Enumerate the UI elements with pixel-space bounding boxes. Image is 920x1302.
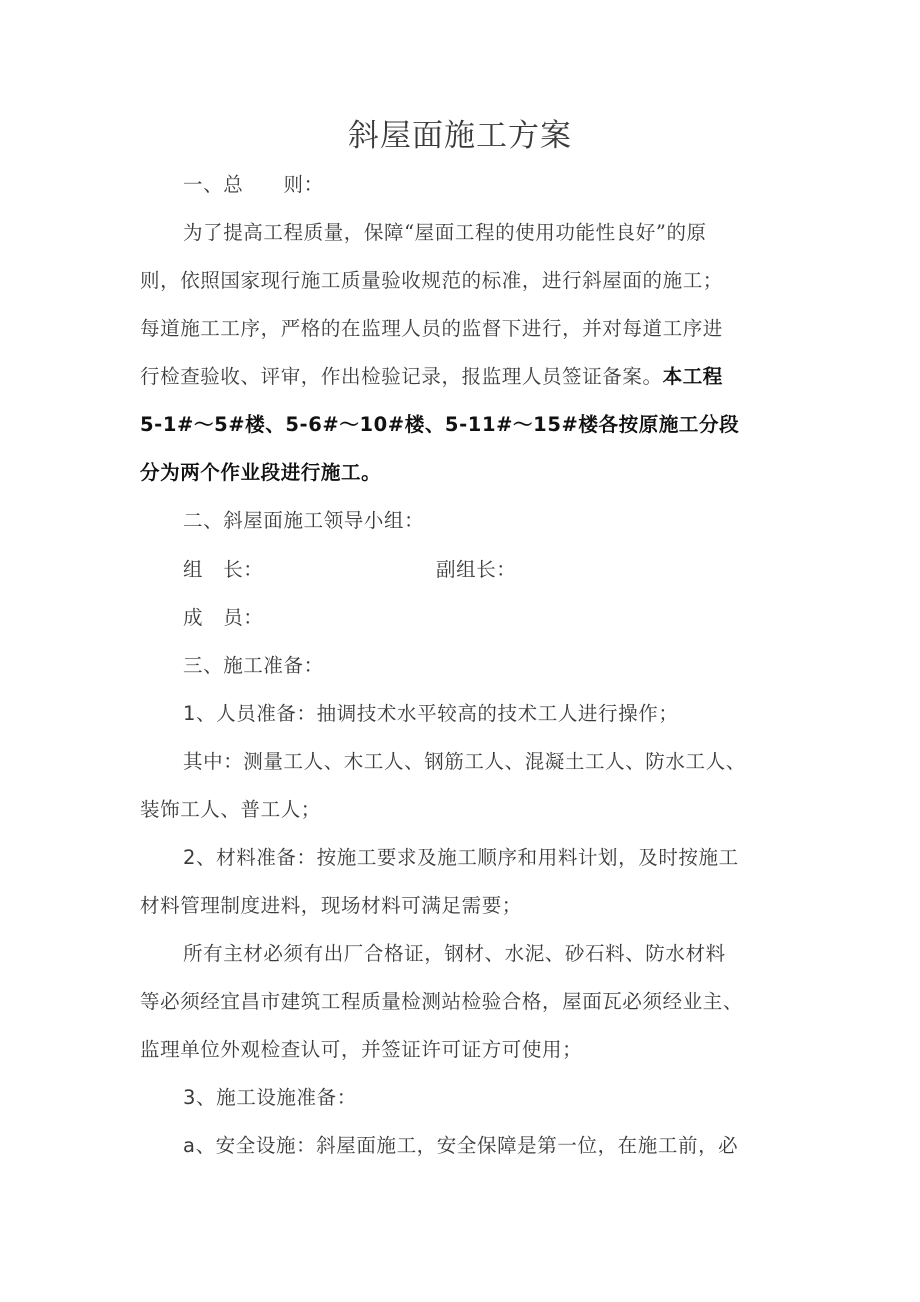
item-2-materials [183, 843, 803, 873]
item-1-detail-line-2: 装饰工人、普工人； [140, 798, 321, 821]
section-3-heading: 三、施工准备： [183, 654, 324, 677]
item-1-number: 1 [183, 702, 197, 725]
paragraph-1-emphasis-buildings: 5-1#～5#楼、5-6#～10#楼、5-11#～15#楼各按原施工分段 [140, 413, 740, 436]
item-2-detail-line-2: 等必须经宜昌市建筑工程质量检测站检验合格，屋面瓦必须经业主、 [140, 990, 744, 1013]
deputy-leader-label: 副组长： [436, 558, 517, 581]
item-a-letter: a [183, 1134, 196, 1157]
item-1-personnel [183, 699, 803, 729]
item-3-number: 3 [183, 1086, 197, 1109]
item-a-text: 、安全设施：斜屋面施工，安全保障是第一位，在施工前，必 [195, 1134, 739, 1157]
item-2-text: 、材料准备：按施工要求及施工顺序和用料计划，及时按施工 [196, 846, 739, 869]
paragraph-1-line-3: 每道施工工序，严格的在监理人员的监督下进行，并对每道工序进 [140, 317, 723, 340]
document-title: 斜屋面施工方案 [348, 118, 572, 154]
leader-label: 组 长： [183, 558, 264, 581]
paragraph-1-line-4 [140, 362, 800, 392]
item-1-text: 、人员准备：抽调技术水平较高的技术工人进行操作； [196, 702, 679, 725]
members-label: 成 员： [183, 606, 264, 629]
item-2-detail-line-3: 监理单位外观检查认可，并签证许可证方可使用； [140, 1038, 583, 1061]
item-2-line-2: 材料管理制度进料，现场材料可满足需要； [140, 894, 522, 917]
item-3-facilities [183, 1083, 803, 1113]
section-1-heading: 一、总 则： [183, 173, 324, 196]
item-2-number: 2 [183, 846, 197, 869]
paragraph-1-line-2: 则，依照国家现行施工质量验收规范的标准，进行斜屋面的施工； [140, 269, 723, 292]
item-2-detail-line-1: 所有主材必须有出厂合格证，钢材、水泥、砂石料、防水材料 [183, 942, 726, 965]
paragraph-1-emphasis-start: 本工程 [662, 365, 723, 388]
paragraph-1-line-4-text: 行检查验收、评审，作出检验记录，报监理人员签证备案。 [140, 365, 663, 388]
item-1-detail-line-1: 其中：测量工人、木工人、钢筋工人、混凝土工人、防水工人、 [183, 750, 746, 773]
item-a-safety [183, 1131, 803, 1161]
section-2-heading: 二、斜屋面施工领导小组： [183, 509, 425, 532]
paragraph-1-emphasis-end: 分为两个作业段进行施工。 [140, 461, 382, 484]
paragraph-1-line-1: 为了提高工程质量，保障“屋面工程的使用功能性良好”的原 [183, 221, 707, 244]
item-3-text: 、施工设施准备： [196, 1086, 357, 1109]
